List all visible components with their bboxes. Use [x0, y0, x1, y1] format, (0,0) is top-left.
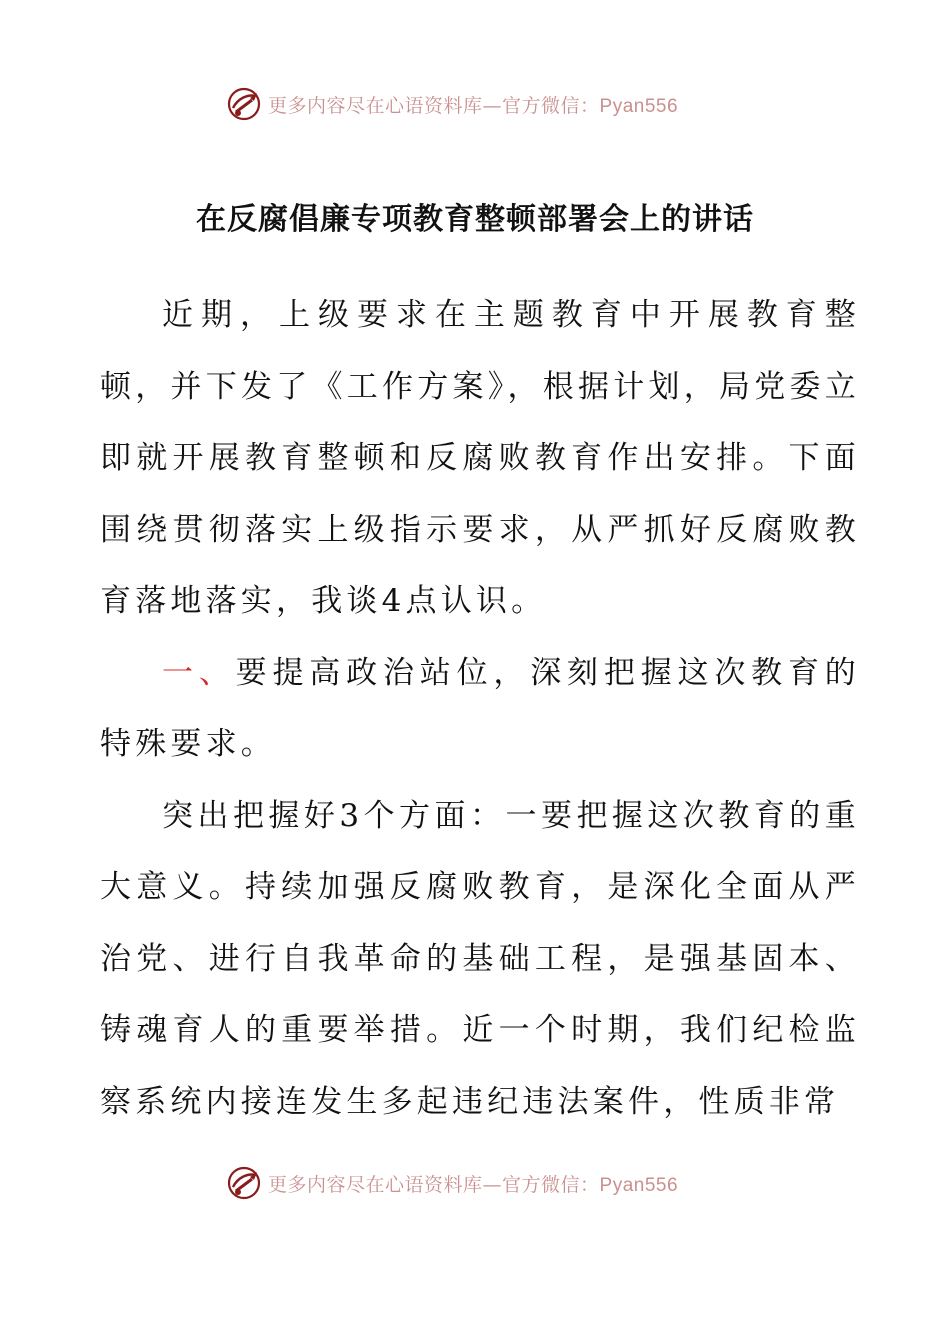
- brand-logo-icon: [226, 86, 262, 122]
- paragraph-section-1: 突出把握好3个方面：一要把握这次教育的重大意义。持续加强反腐败教育，是深化全面从严治党、进行自我革命的基础工程，是强基固本、铸魂育人的重要举措。近一个时期，我们纪检监察系统内接连发生多起违纪违法案件，性质非常: [100, 797, 860, 1120]
- document-body: [100, 280, 860, 1138]
- brand-logo-icon: [226, 1165, 262, 1201]
- watermark-wechat-id: Pyan556: [599, 95, 679, 117]
- section-heading-number: 一、: [162, 654, 236, 691]
- document-title: 在反腐倡廉专项教育整顿部署会上的讲话: [196, 202, 754, 237]
- watermark-separator: —: [482, 1173, 503, 1196]
- watermark-wechat-label: 官方微信：: [502, 94, 600, 117]
- footer-watermark: [0, 1163, 950, 1203]
- watermark-separator: —: [482, 94, 503, 117]
- watermark-wechat-id: Pyan556: [599, 1174, 679, 1196]
- watermark-wechat-label: 官方微信：: [502, 1173, 600, 1196]
- section-heading-1: [100, 638, 860, 781]
- section-heading-text: 要提高政治站位，深刻把握这次教育的特殊要求。: [100, 654, 860, 762]
- watermark-site-text: 更多内容尽在心语资料库: [268, 1173, 483, 1196]
- paragraph-intro: 近期，上级要求在主题教育中开展教育整顿，并下发了《工作方案》，根据计划，局党委立即就开展教育整顿和反腐败教育作出安排。下面围绕贯彻落实上级指示要求，从严抓好反腐败教育落地落实，我谈4点认识。: [100, 297, 860, 619]
- watermark-site-text: 更多内容尽在心语资料库: [268, 94, 483, 117]
- header-watermark: [0, 84, 950, 124]
